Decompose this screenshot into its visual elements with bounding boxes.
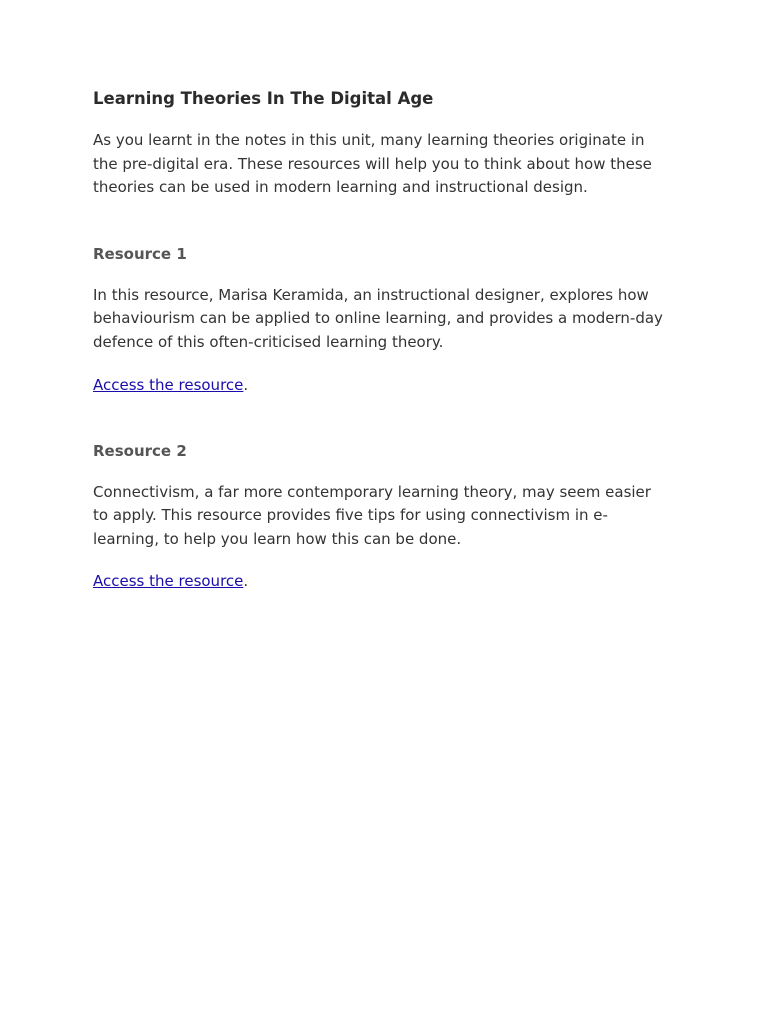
resource-1-description: In this resource, Marisa Keramida, an instructional designer, explores how behaviourism can be applied to online learning, and provides a modern-day defence of this often-criticised learning theory.: [93, 285, 663, 351]
resource-1-link-line: [93, 373, 668, 397]
page-title: Learning Theories In The Digital Age: [93, 89, 434, 108]
resource-1-heading: Resource 1: [93, 244, 187, 263]
resource-1-link-suffix: .: [243, 375, 249, 394]
resource-2-description: Connectivism, a far more contemporary learning theory, may seem easier to apply. This resource provides five tips for using connectivism in e-learning, to help you learn how this can be done.: [93, 482, 651, 548]
resource-2-link-line: [93, 569, 668, 593]
resource-2-heading: Resource 2: [93, 441, 187, 460]
resource-2-link-suffix: .: [243, 572, 249, 591]
intro-paragraph: As you learnt in the notes in this unit, many learning theories originate in the pre-digital era. These resources will help you to think about how these theories can be used in modern learning and instructional design.: [93, 131, 652, 197]
resource-1-access-link[interactable]: Access the resource: [93, 375, 244, 394]
resource-2-access-link[interactable]: Access the resource: [93, 572, 244, 591]
